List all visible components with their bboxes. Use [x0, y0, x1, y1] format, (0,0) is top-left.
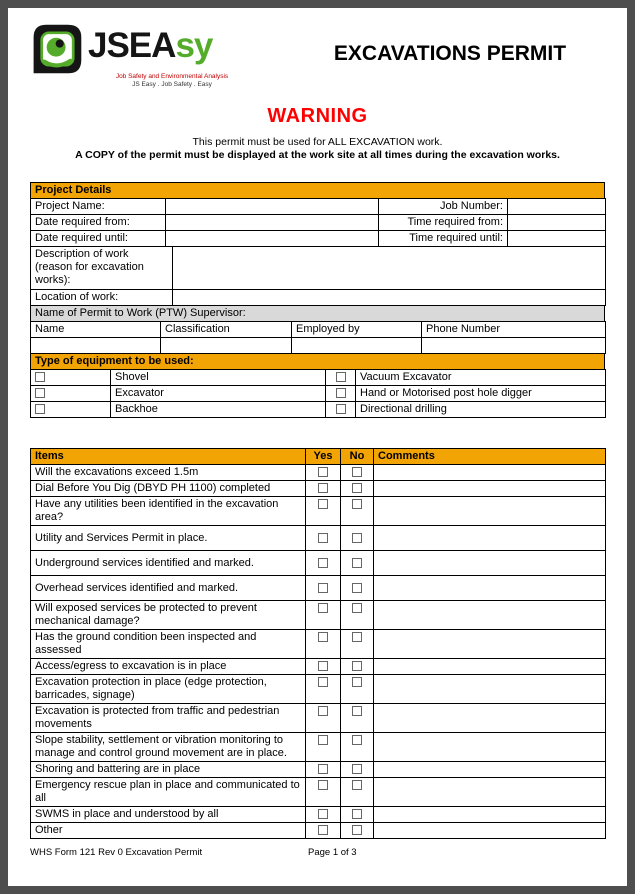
supervisor-table — [30, 321, 606, 354]
no-cell — [341, 762, 374, 778]
field-input[interactable] — [508, 231, 606, 247]
field-input[interactable] — [166, 215, 379, 231]
equipment-checkbox[interactable] — [35, 404, 45, 414]
comment-input[interactable] — [374, 630, 606, 659]
comment-input[interactable] — [374, 778, 606, 807]
checklist-rows — [31, 465, 606, 839]
yes-checkbox[interactable] — [318, 706, 328, 716]
yes-cell — [306, 704, 341, 733]
supervisor-col-employed-by: Employed by — [292, 322, 422, 338]
no-cell — [341, 481, 374, 497]
checklist-item-label: Slope stability, settlement or vibration monitoring to manage and control ground movement are in place. — [31, 733, 306, 762]
description-label: Description of work (reason for excavation works): — [31, 247, 173, 290]
yes-cell — [306, 807, 341, 823]
field-label: Date required until: — [31, 231, 166, 247]
equipment-checkbox[interactable] — [35, 388, 45, 398]
field-label: Time required from: — [379, 215, 508, 231]
no-cell — [341, 465, 374, 481]
project-details-row — [31, 215, 606, 231]
jseasy-logo — [30, 18, 295, 89]
checklist-row — [31, 675, 606, 704]
location-input[interactable] — [173, 290, 606, 306]
jseasy-logo-icon — [30, 22, 84, 81]
equipment-label: Vacuum Excavator — [356, 370, 606, 386]
checklist-item-label: Underground services identified and marked. — [31, 551, 306, 576]
no-checkbox[interactable] — [352, 735, 362, 745]
field-label: Time required until: — [379, 231, 508, 247]
warning-heading: WARNING — [267, 105, 368, 127]
no-checkbox[interactable] — [352, 661, 362, 671]
yes-cell — [306, 497, 341, 526]
checklist-item-label: Has the ground condition been inspected and assessed — [31, 630, 306, 659]
equipment-label: Hand or Motorised post hole digger — [356, 386, 606, 402]
no-checkbox[interactable] — [352, 499, 362, 509]
yes-cell — [306, 576, 341, 601]
comment-input[interactable] — [374, 526, 606, 551]
no-checkbox[interactable] — [352, 558, 362, 568]
comment-input[interactable] — [374, 465, 606, 481]
project-details-row — [31, 231, 606, 247]
yes-cell — [306, 733, 341, 762]
yes-checkbox[interactable] — [318, 780, 328, 790]
supervisor-classification-input[interactable] — [161, 338, 292, 354]
checklist-row — [31, 526, 606, 551]
no-checkbox[interactable] — [352, 677, 362, 687]
equipment-checkbox-cell — [326, 402, 356, 418]
supervisor-col-classification: Classification — [161, 322, 292, 338]
yes-checkbox[interactable] — [318, 558, 328, 568]
supervisor-phone-input[interactable] — [422, 338, 606, 354]
checklist-table — [30, 448, 606, 839]
no-cell — [341, 601, 374, 630]
yes-cell — [306, 526, 341, 551]
yes-cell — [306, 659, 341, 675]
equipment-table — [30, 369, 606, 418]
no-cell — [341, 704, 374, 733]
checklist-col-comments: Comments — [374, 449, 606, 465]
comment-input[interactable] — [374, 704, 606, 733]
no-cell — [341, 733, 374, 762]
checklist-item-label: Shoring and battering are in place — [31, 762, 306, 778]
yes-cell — [306, 778, 341, 807]
no-checkbox[interactable] — [352, 764, 362, 774]
checklist-row — [31, 659, 606, 675]
no-cell — [341, 659, 374, 675]
checklist-item-label: Will the excavations exceed 1.5m — [31, 465, 306, 481]
checklist-row — [31, 778, 606, 807]
no-cell — [341, 630, 374, 659]
logo-tagline-1: Job Safety and Environmental Analysis — [115, 73, 229, 80]
checklist-col-yes: Yes — [306, 449, 341, 465]
supervisor-employed-by-input[interactable] — [292, 338, 422, 354]
equipment-row — [31, 402, 606, 418]
checklist-row — [31, 481, 606, 497]
no-checkbox[interactable] — [352, 467, 362, 477]
field-input[interactable] — [508, 215, 606, 231]
no-cell — [341, 526, 374, 551]
yes-checkbox[interactable] — [318, 632, 328, 642]
comment-input[interactable] — [374, 823, 606, 839]
checklist-row — [31, 704, 606, 733]
checklist-row — [31, 601, 606, 630]
equipment-checkbox-cell — [31, 370, 111, 386]
equipment-label: Excavator — [111, 386, 326, 402]
yes-checkbox[interactable] — [318, 483, 328, 493]
supervisor-col-phone: Phone Number — [422, 322, 606, 338]
comment-input[interactable] — [374, 551, 606, 576]
comment-input[interactable] — [374, 762, 606, 778]
comment-input[interactable] — [374, 659, 606, 675]
yes-checkbox[interactable] — [318, 583, 328, 593]
supervisor-section-header: Name of Permit to Work (PTW) Supervisor: — [30, 305, 605, 322]
warning-line-2: A COPY of the permit must be displayed at the work site at all times during the excavation works. — [75, 149, 560, 161]
no-checkbox[interactable] — [352, 706, 362, 716]
equipment-label: Backhoe — [111, 402, 326, 418]
warning-line-1: This permit must be used for ALL EXCAVATION work. — [192, 136, 443, 148]
yes-checkbox[interactable] — [318, 603, 328, 613]
document-title: EXCAVATIONS PERMIT — [333, 42, 567, 65]
checklist-row — [31, 733, 606, 762]
no-checkbox[interactable] — [352, 533, 362, 543]
equipment-label: Shovel — [111, 370, 326, 386]
no-checkbox[interactable] — [352, 632, 362, 642]
location-label: Location of work: — [31, 290, 173, 306]
checklist-item-label: SWMS in place and understood by all — [31, 807, 306, 823]
supervisor-value-row — [31, 338, 606, 354]
no-checkbox[interactable] — [352, 780, 362, 790]
checklist-item-label: Excavation protection in place (edge protection, barricades, signage) — [31, 675, 306, 704]
page-number: Page 1 of 3 — [308, 847, 357, 858]
no-checkbox[interactable] — [352, 583, 362, 593]
no-cell — [341, 823, 374, 839]
project-details-table — [30, 198, 606, 247]
equipment-rows — [31, 370, 606, 418]
checklist-item-label: Utility and Services Permit in place. — [31, 526, 306, 551]
checklist-item-label: Emergency rescue plan in place and communicated to all — [31, 778, 306, 807]
equipment-checkbox-cell — [31, 386, 111, 402]
yes-cell — [306, 465, 341, 481]
field-input[interactable] — [166, 231, 379, 247]
description-table — [30, 246, 606, 306]
equipment-checkbox[interactable] — [336, 388, 346, 398]
yes-cell — [306, 762, 341, 778]
no-checkbox[interactable] — [352, 603, 362, 613]
no-checkbox[interactable] — [352, 483, 362, 493]
brand-text-black: JSEA — [88, 26, 176, 65]
field-label: Job Number: — [379, 199, 508, 215]
equipment-checkbox[interactable] — [336, 372, 346, 382]
field-input[interactable] — [166, 199, 379, 215]
brand-text-green: sy — [175, 26, 213, 65]
project-details-header: Project Details — [30, 182, 605, 199]
checklist-item-label: Other — [31, 823, 306, 839]
checklist-item-label: Access/egress to excavation is in place — [31, 659, 306, 675]
description-input[interactable] — [173, 247, 606, 290]
checklist-header-row — [31, 449, 606, 465]
equipment-section-header: Type of equipment to be used: — [30, 353, 605, 370]
page-header — [30, 18, 605, 89]
checklist-row — [31, 551, 606, 576]
brand-wordmark — [88, 22, 212, 70]
project-details-row — [31, 199, 606, 215]
comment-input[interactable] — [374, 807, 606, 823]
logo-tagline-2: JS Easy . Job Safety . Easy — [132, 81, 212, 88]
yes-checkbox[interactable] — [318, 825, 328, 835]
checklist-row — [31, 823, 606, 839]
yes-checkbox[interactable] — [318, 499, 328, 509]
no-cell — [341, 807, 374, 823]
checklist-row — [31, 762, 606, 778]
equipment-checkbox-cell — [326, 370, 356, 386]
checklist-col-items: Items — [31, 449, 306, 465]
yes-checkbox[interactable] — [318, 764, 328, 774]
field-input[interactable] — [508, 199, 606, 215]
yes-cell — [306, 675, 341, 704]
yes-cell — [306, 551, 341, 576]
checklist-row — [31, 465, 606, 481]
yes-checkbox[interactable] — [318, 661, 328, 671]
supervisor-name-input[interactable] — [31, 338, 161, 354]
project-details-rows — [31, 199, 606, 247]
checklist-item-label: Overhead services identified and marked. — [31, 576, 306, 601]
yes-cell — [306, 823, 341, 839]
supervisor-col-name: Name — [31, 322, 161, 338]
no-cell — [341, 675, 374, 704]
checklist-item-label: Excavation is protected from traffic and pedestrian movements — [31, 704, 306, 733]
checklist-row — [31, 807, 606, 823]
no-checkbox[interactable] — [352, 809, 362, 819]
no-cell — [341, 497, 374, 526]
yes-checkbox[interactable] — [318, 533, 328, 543]
checklist-item-label: Have any utilities been identified in the excavation area? — [31, 497, 306, 526]
no-checkbox[interactable] — [352, 825, 362, 835]
equipment-row — [31, 386, 606, 402]
field-label: Date required from: — [31, 215, 166, 231]
comment-input[interactable] — [374, 601, 606, 630]
equipment-label: Directional drilling — [356, 402, 606, 418]
no-cell — [341, 551, 374, 576]
page-footer — [30, 847, 605, 858]
yes-checkbox[interactable] — [318, 467, 328, 477]
yes-cell — [306, 630, 341, 659]
checklist-row — [31, 497, 606, 526]
yes-checkbox[interactable] — [318, 809, 328, 819]
comment-input[interactable] — [374, 481, 606, 497]
checklist-row — [31, 576, 606, 601]
equipment-checkbox[interactable] — [336, 404, 346, 414]
comment-input[interactable] — [374, 497, 606, 526]
equipment-checkbox[interactable] — [35, 372, 45, 382]
checklist-item-label: Will exposed services be protected to prevent mechanical damage? — [31, 601, 306, 630]
yes-checkbox[interactable] — [318, 735, 328, 745]
supervisor-column-row — [31, 322, 606, 338]
checklist-col-no: No — [341, 449, 374, 465]
comment-input[interactable] — [374, 733, 606, 762]
comment-input[interactable] — [374, 576, 606, 601]
yes-checkbox[interactable] — [318, 677, 328, 687]
equipment-checkbox-cell — [31, 402, 111, 418]
equipment-row — [31, 370, 606, 386]
form-reference: WHS Form 121 Rev 0 Excavation Permit — [30, 847, 203, 858]
comment-input[interactable] — [374, 675, 606, 704]
no-cell — [341, 576, 374, 601]
no-cell — [341, 778, 374, 807]
checklist-row — [31, 630, 606, 659]
yes-cell — [306, 481, 341, 497]
checklist-item-label: Dial Before You Dig (DBYD PH 1100) completed — [31, 481, 306, 497]
field-label: Project Name: — [31, 199, 166, 215]
yes-cell — [306, 601, 341, 630]
equipment-checkbox-cell — [326, 386, 356, 402]
